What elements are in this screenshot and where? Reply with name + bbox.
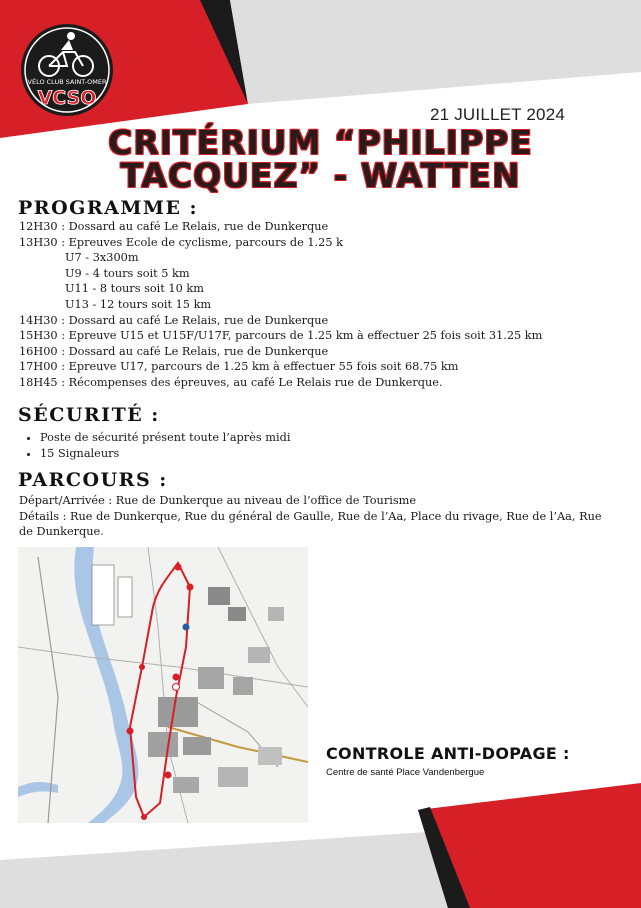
programme-subitem: U7 - 3x300m: [65, 251, 139, 265]
parcours-text: [19, 493, 619, 540]
controle-place: Centre de santé Place Vandenbergue: [326, 767, 485, 778]
parcours-depart: Départ/Arrivée : Rue de Dunkerque au niveau de l’office de Tourisme: [19, 494, 417, 507]
programme-item: 12H30 : Dossard au café Le Relais, rue de Dunkerque: [19, 220, 329, 233]
route-map: [18, 547, 308, 823]
securite-list: [24, 430, 290, 461]
programme-subitem: U9 - 4 tours soit 5 km: [65, 266, 190, 280]
event-date: 21 JUILLET 2024: [430, 105, 565, 124]
event-title: [0, 123, 641, 195]
title-line-1: CRITÉRIUM “PHILIPPE: [108, 123, 533, 162]
controle-heading: CONTROLE ANTI-DOPAGE :: [326, 744, 570, 763]
logo-abbrev: VCSO: [37, 87, 97, 109]
club-logo: [19, 22, 115, 118]
programme-item: 13H30 : Epreuves Ecole de cyclisme, parcours de 1.25 k: [19, 235, 343, 249]
programme-item: 16H00 : Dossard au café Le Relais, rue de Dunkerque: [19, 344, 329, 358]
programme-item: 17H00 : Epreuve U17, parcours de 1.25 km à effectuer 55 fois soit 68.75 km: [19, 360, 459, 374]
title-line-2: TACQUEZ” - WATTEN: [120, 156, 521, 195]
securite-heading: SÉCURITÉ :: [18, 404, 160, 426]
programme-subitem: U11 - 8 tours soit 10 km: [65, 282, 204, 296]
parcours-heading: PARCOURS :: [18, 469, 168, 491]
programme-item: 15H30 : Epreuve U15 et U15F/U17F, parcours de 1.25 km à effectuer 25 fois soit 31.25 km: [19, 329, 543, 343]
programme-item: 18H45 : Récompenses des épreuves, au café Le Relais rue de Dunkerque.: [19, 375, 443, 389]
parcours-details: Détails : Rue de Dunkerque, Rue du général de Gaulle, Rue de l’Aa, Place du rivage, Rue de l’Aa, Rue de Dunkerque.: [19, 509, 602, 538]
securite-item: • 15 Signaleurs: [40, 446, 290, 462]
programme-item: 14H30 : Dossard au café Le Relais, rue de Dunkerque: [19, 313, 329, 327]
programme-list: [19, 219, 542, 391]
programme-heading: PROGRAMME :: [18, 197, 199, 219]
securite-item: • Poste de sécurité présent toute l’après midi: [40, 430, 290, 446]
programme-subitem: U13 - 12 tours soit 15 km: [65, 297, 212, 311]
logo-club-name: VÉLO CLUB SAINT-OMER: [27, 78, 107, 86]
